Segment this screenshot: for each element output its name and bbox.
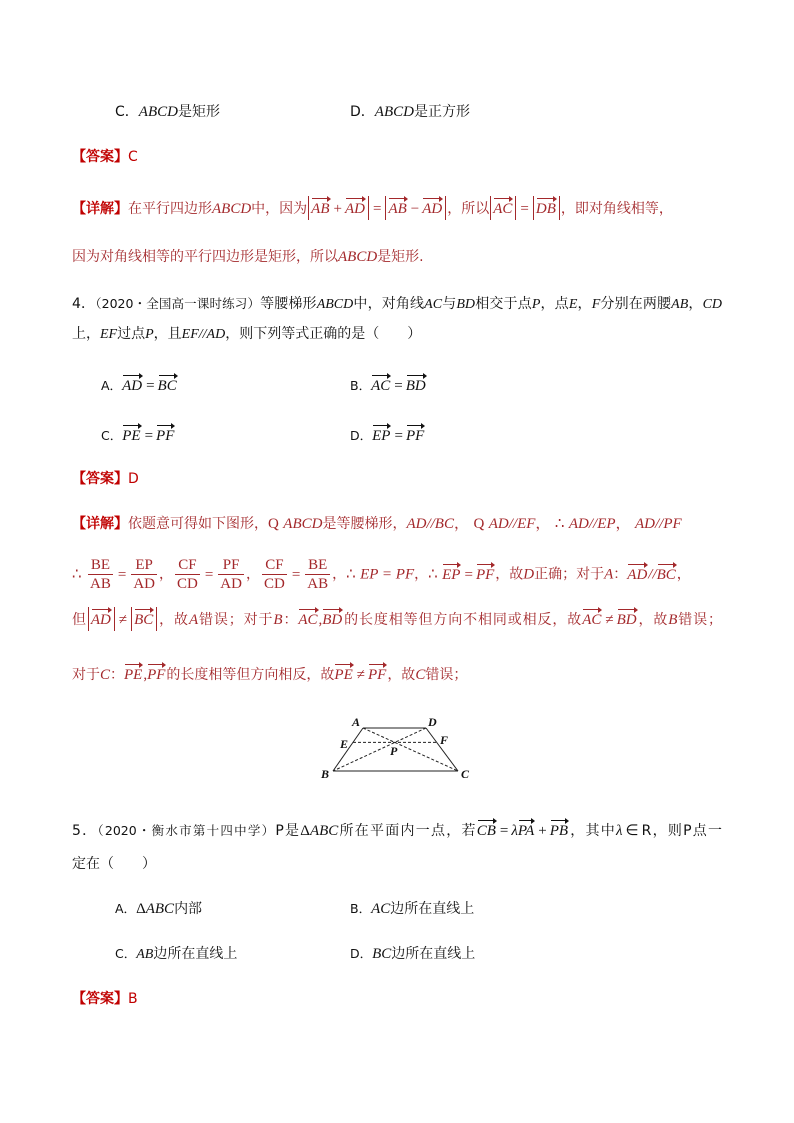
text-segment: ，即对角线相等， (560, 201, 673, 217)
vector: BD (322, 607, 343, 628)
operator: = (394, 428, 403, 444)
text-segment: 的长度相等但方向相反，故 (166, 667, 335, 683)
math-text: BC (372, 946, 392, 962)
text-segment: ，点 (540, 296, 569, 312)
math-text: A (188, 612, 199, 628)
math-text: AC (371, 901, 391, 917)
q4-detail-line-3 (72, 607, 722, 631)
vector: PE (334, 662, 353, 683)
text-segment: ， (332, 566, 347, 583)
vector: EP (442, 562, 461, 583)
answer-tag: 【答案】 (72, 991, 128, 1007)
math-text: F (591, 297, 601, 312)
absolute-value (490, 196, 516, 220)
vector: AC (371, 373, 391, 394)
math-text: E (568, 297, 578, 312)
detail-tag: 【详解】 (72, 201, 128, 217)
text-segment: ， (615, 516, 631, 532)
math-text: ABCD (316, 297, 354, 312)
text-segment: 中，对角线 (353, 296, 425, 312)
vector: AD (627, 562, 648, 583)
q3-detail-line-1 (72, 196, 673, 220)
question-source: （2020・衡水市第十四中学） (97, 823, 276, 838)
text-segment: ，所以 (447, 201, 490, 217)
operator: + (333, 201, 342, 217)
option-text: 是矩形 (177, 104, 220, 120)
math-text: EF//AD (181, 327, 226, 342)
math-text: BD (456, 297, 476, 312)
math-text: ABCD (283, 516, 323, 532)
q5-stem-line-1 (72, 818, 722, 842)
math-text: A (604, 566, 614, 583)
q3-detail-line-2 (72, 246, 424, 268)
operator: ≠ (356, 667, 365, 683)
option-text: 边所在直线上 (153, 946, 238, 962)
math-text: D (523, 566, 535, 583)
q4-detail-line-1 (72, 513, 682, 535)
math-text: AB (671, 297, 689, 312)
vector: AB (311, 196, 330, 217)
therefore-symbol: ∴ (554, 516, 565, 532)
vector: PF (476, 562, 495, 583)
fraction-numerator: PF (218, 556, 244, 575)
text-segment: ，故 (158, 612, 189, 628)
absolute-value (308, 196, 369, 220)
triangle-symbol: Δ (136, 901, 146, 917)
text-segment: 依题意可得如下图形， (128, 516, 268, 532)
text-segment: 是等腰梯形， (322, 516, 407, 532)
vector: PF (147, 662, 166, 683)
option-text: 是正方形 (413, 104, 470, 120)
question-number: 5． (72, 823, 98, 839)
option-label: B． (350, 378, 372, 393)
operator: + (538, 823, 547, 839)
operator: ≠ (605, 612, 614, 628)
answer-tag: 【答案】 (72, 149, 128, 165)
math-text: ABCD (138, 104, 178, 120)
operator: = (499, 823, 509, 839)
vector: PF (406, 423, 425, 444)
label-D: D (428, 715, 437, 729)
text-segment: ， (535, 516, 551, 532)
because-symbol: Q (268, 516, 279, 532)
label-E: E (340, 737, 349, 751)
fraction-denominator: CD (263, 576, 285, 592)
answer-tag: 【答案】 (72, 471, 128, 487)
text-segment: 分别在两腰 (600, 296, 672, 312)
text-segment: ， (688, 296, 703, 312)
q3-option-c (115, 101, 220, 123)
operator: // (648, 566, 657, 583)
absolute-value (533, 196, 560, 220)
operator: = (144, 428, 154, 444)
option-label: D． (350, 104, 375, 120)
option-label: C． (115, 946, 137, 961)
text-segment: 等腰梯形 (260, 296, 317, 312)
text-segment: ， (414, 566, 429, 583)
answer-value: C (128, 149, 138, 165)
text-segment: ，故 (637, 612, 669, 628)
q4-option-b (350, 373, 427, 397)
question-source: （2020・全国高一课时练习） (95, 296, 261, 311)
fraction (218, 556, 244, 593)
vector: CB (477, 818, 497, 839)
q5-option-b (350, 898, 474, 920)
label-F: F (440, 733, 449, 747)
vector: PE (122, 423, 141, 444)
math-text: CD (702, 297, 723, 312)
vector: PE (124, 662, 143, 683)
q4-option-a (101, 373, 178, 397)
text-segment: 过点 (117, 326, 146, 342)
option-label: A． (101, 378, 123, 393)
answer-value: B (128, 991, 138, 1007)
fraction (262, 556, 287, 593)
q3-option-d (350, 101, 470, 123)
math-text: C (415, 667, 426, 683)
triangle-symbol: Δ (300, 823, 310, 839)
text-segment: ， (676, 566, 691, 583)
math-text: AD//BC (406, 516, 454, 532)
text-segment: 错误； (425, 667, 468, 683)
text-segment: 错误；对于 (198, 612, 274, 628)
text-segment: ，故 (495, 566, 524, 583)
q4-detail-line-4 (72, 662, 467, 686)
text-segment: 因为对角线相等的平行四边形是矩形，所以 (72, 249, 338, 265)
math-text: ABC (145, 901, 175, 917)
math-text: AD//EF (488, 516, 536, 532)
text-segment: ， (453, 516, 469, 532)
fraction-denominator: CD (176, 576, 198, 592)
label-A: A (352, 715, 361, 729)
option-text: 内部 (174, 901, 203, 917)
fraction-numerator: CF (175, 556, 200, 575)
q5-option-c (115, 943, 237, 966)
text-segment: P是 (275, 823, 301, 839)
option-label: A． (115, 901, 137, 916)
absolute-value (385, 196, 446, 220)
text-segment: 对于 (72, 667, 100, 683)
vector: BD (406, 373, 427, 394)
fraction-denominator: AB (90, 576, 111, 592)
text-segment: ， (245, 566, 260, 583)
detail-tag: 【详解】 (72, 516, 128, 532)
fraction-denominator: AD (220, 576, 242, 592)
q5-option-a (115, 898, 202, 920)
math-text: ABCD (374, 104, 414, 120)
math-text: AB (136, 947, 154, 962)
text-segment: 是矩形. (377, 249, 424, 265)
operator: = (520, 201, 529, 217)
text-segment: ： (282, 612, 299, 628)
q4-answer (72, 468, 139, 490)
vector: EP (372, 423, 391, 444)
text-segment: ，且 (153, 326, 182, 342)
label-C: C (461, 767, 470, 781)
math-text: B (668, 612, 678, 628)
operator: = (291, 566, 301, 583)
comma: , (318, 612, 323, 628)
fraction-numerator: BE (305, 556, 330, 575)
vector: PB (550, 818, 569, 839)
vector: BC (158, 373, 178, 394)
q4-stem-line-2 (72, 323, 421, 346)
therefore-symbol: ∴ (346, 566, 356, 583)
q3-answer (72, 146, 138, 168)
operator: = (394, 378, 403, 394)
text-segment: ，其中 (569, 823, 617, 839)
math-text: AC (424, 297, 443, 312)
text-segment: ，故 (387, 667, 416, 683)
text-segment: ， (158, 566, 173, 583)
vector: AB (388, 196, 407, 217)
q4-detail-line-2 (72, 556, 691, 593)
therefore-symbol: ∴ (428, 566, 438, 583)
text-segment: 错误； (677, 612, 723, 628)
option-label: C． (101, 428, 123, 443)
vector: PF (368, 662, 387, 683)
operator: = (464, 566, 473, 583)
q4-option-c (101, 423, 175, 447)
text-segment: 相交于点 (475, 296, 532, 312)
vector: AC (582, 607, 602, 628)
option-text: 边所在直线上 (390, 901, 475, 917)
vector: BD (617, 607, 638, 628)
option-label: D． (350, 946, 373, 961)
fraction (131, 556, 157, 593)
math-text: EP = PF (360, 566, 415, 583)
math-text: B (273, 612, 283, 628)
math-text: AD//EP (568, 516, 616, 532)
therefore-symbol: ∴ (72, 566, 82, 583)
lambda-symbol: λ (616, 823, 623, 839)
text-segment: ，则P点一 (651, 823, 722, 839)
fraction-numerator: CF (262, 556, 287, 575)
q4-option-d (350, 423, 425, 447)
text-segment: ： (613, 566, 628, 583)
text-segment: 正确；对于 (534, 566, 605, 583)
isosceles-trapezoid-figure (315, 708, 485, 788)
option-text: 边所在直线上 (391, 946, 476, 962)
operator: = (117, 566, 127, 583)
q4-stem-line-1 (72, 293, 722, 316)
answer-value: D (128, 471, 139, 487)
math-text: P (145, 327, 154, 342)
vector: DB (536, 196, 557, 217)
text-segment: 上， (72, 326, 100, 342)
math-text: EF (100, 327, 118, 342)
operator: ∈ (625, 823, 639, 839)
text-segment: 所在平面内一点，若 (338, 823, 477, 839)
text-segment: 与 (442, 296, 457, 312)
question-number: 4． (72, 296, 96, 312)
math-text: ABCD (338, 249, 378, 265)
lambda-symbol: λ (511, 823, 518, 839)
operator: = (204, 566, 214, 583)
vector: AD (345, 196, 366, 217)
absolute-value (88, 607, 115, 631)
math-text: ABC (309, 823, 339, 839)
vector: PF (156, 423, 175, 444)
because-symbol: Q (473, 516, 485, 532)
fraction-numerator: BE (88, 556, 113, 575)
option-label: B． (350, 901, 372, 916)
label-B: B (321, 767, 330, 781)
text-segment: 在平行四边形 (128, 201, 212, 217)
comma: , (143, 667, 148, 683)
math-text: C (100, 667, 111, 683)
fraction (88, 556, 113, 593)
operator: = (146, 378, 155, 394)
vector: AD (422, 196, 443, 217)
vector: AC (493, 196, 513, 217)
text-segment: 定在（ ） (72, 856, 156, 872)
fraction (175, 556, 200, 593)
option-label: D． (350, 428, 373, 443)
absolute-value (131, 607, 157, 631)
vector: BC (134, 607, 154, 628)
fraction-numerator: EP (131, 556, 157, 575)
math-text: P (531, 297, 541, 312)
vector: PA (518, 818, 535, 839)
operator: − (410, 201, 420, 217)
text-segment: ， (577, 296, 592, 312)
operator: ≠ (118, 612, 128, 628)
vector: BC (657, 562, 677, 583)
text-segment: 中，因为 (251, 201, 308, 217)
text-segment: R (641, 823, 652, 839)
q5-stem-line-2 (72, 853, 156, 875)
vector: AD (91, 607, 112, 628)
q5-option-d (350, 943, 475, 965)
vector: AD (122, 373, 143, 394)
operator: = (372, 201, 382, 217)
option-label: C． (115, 104, 139, 120)
fraction-denominator: AB (307, 576, 329, 592)
text-segment: 但 (72, 612, 87, 628)
text-segment: 的长度相等但方向不相同或相反，故 (343, 612, 583, 628)
q5-answer (72, 988, 138, 1010)
fraction (305, 556, 330, 593)
vector: AC (298, 607, 318, 628)
text-segment: ： (110, 667, 125, 683)
text-segment: ，则下列等式正确的是（ ） (225, 326, 422, 342)
fraction-denominator: AD (133, 576, 155, 592)
math-text: AD//PF (634, 516, 682, 532)
math-text: ABCD (212, 201, 252, 217)
label-P: P (390, 744, 398, 758)
